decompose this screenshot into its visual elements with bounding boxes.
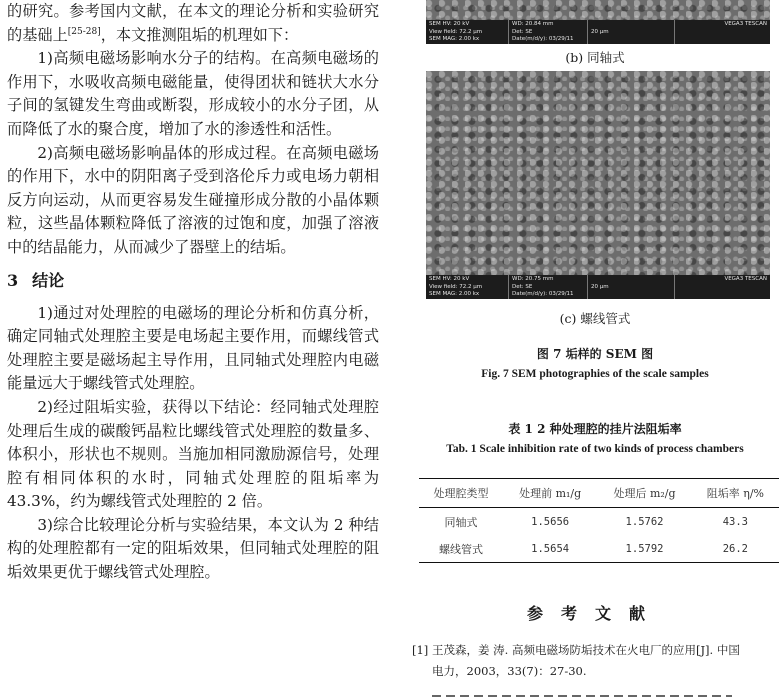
table-header: 处理后 m₂/g: [597, 479, 691, 508]
sem-wd: WD: 20.75 mm: [512, 276, 554, 282]
sem-view: View field: 72.2 μm: [429, 283, 483, 290]
section-title: 结论: [32, 270, 65, 290]
intro-text: 的研究。参考国内文献，在本文的理论分析和实验研究的基础上: [7, 2, 379, 44]
section-heading: [7, 269, 379, 293]
table-header: 处理前 m₁/g: [503, 479, 597, 508]
scale-inhibition-table: [419, 478, 779, 563]
figure-caption-cn: 图 7 垢样的 SEM 图: [536, 347, 654, 361]
conclusion-3: 3)综合比较理论分析与实验结果，本文认为 2 种结构的处理腔都有一定的阻垢效果，但同轴式处理腔的阻垢效果更优于螺线管式处理腔。: [7, 515, 379, 582]
sem-date: Date(m/d/y): 03/29/11: [512, 291, 574, 297]
sem-hv: SEM HV: 20 kV: [429, 276, 470, 282]
sem-det: Det: SE: [512, 283, 533, 290]
table-caption-cn: 表 1 2 种处理腔的挂片法阻垢率: [508, 422, 682, 436]
sem-brand: VEGA3 TESCAN: [724, 21, 767, 27]
sem-image-solenoid: [426, 71, 770, 299]
sem-wd: WD: 20.84 mm: [512, 21, 554, 27]
table-cell: 同轴式: [444, 515, 478, 529]
conclusion-1: 1)通过对处理腔的电磁场的理论分析和仿真分析，确定同轴式处理腔主要是电场起主要作用，而螺线管式处理腔主要是磁场起主导作用，且同轴式处理腔内电磁能量远大于螺线管式处理腔。: [7, 303, 379, 393]
sem-texture: [426, 71, 770, 299]
table-row: [419, 508, 779, 536]
table-header: 阻垢率 η/%: [692, 479, 779, 508]
cut-off-line: [432, 688, 732, 698]
table-cell: 1.5654: [503, 535, 597, 563]
table-cell: 26.2: [692, 535, 779, 563]
conclusion-2: 2)经过阻垢实验，获得以下结论：经同轴式处理腔处理后生成的碳酸钙晶粒比螺线管式处理腔的数量多、体积小，形状也不规则。当施加相同激励源信号，处理腔有相同体积的水时，同轴式处理腔的阻垢率为 43.3%，约为螺线管式处理腔的 2 倍。: [7, 397, 379, 511]
figure-caption-en: Fig. 7 SEM photographies of the scale samples: [481, 368, 709, 380]
table-row: [419, 535, 779, 563]
sem-brand: VEGA3 TESCAN: [724, 276, 767, 282]
table-header: 处理腔类型: [419, 479, 503, 508]
sem-image-coaxial: [426, 0, 770, 44]
left-column: [7, 0, 379, 585]
table-cell: 1.5762: [625, 515, 664, 528]
sem-det: Det: SE: [512, 28, 533, 35]
table-cell: 1.5656: [531, 515, 570, 528]
sem-mag: SEM MAG: 2.00 kx: [429, 36, 480, 42]
table-cell: 43.3: [722, 515, 748, 528]
section-number: 3: [7, 270, 19, 290]
subcaption-b: (b) 同轴式: [565, 50, 625, 65]
intro-paragraph: [7, 0, 379, 47]
mechanism-2: 2)高频电磁场影响晶体的形成过程。在高频电磁场的作用下，水中的阴阳离子受到洛伦斥力或电场力朝相反方向运动，从而更容易发生碰撞形成分散的小晶体颗粒，这些晶体颗粒降低了溶液的过饱和度，加强了溶液中的结晶能力，从而减少了器壁上的结垢。: [7, 143, 379, 256]
reference-label: [1]: [412, 643, 429, 657]
sem-mag: SEM MAG: 2.00 kx: [429, 291, 480, 297]
table-cell: 1.5792: [597, 535, 691, 563]
sem-scale: 20 μm: [591, 28, 609, 35]
sem-info-bar: [426, 275, 770, 299]
table-cell: 螺线管式: [419, 535, 503, 563]
sem-view: View field: 72.2 μm: [429, 28, 483, 35]
table-caption-en: Tab. 1 Scale inhibition rate of two kinds of process chambers: [446, 443, 744, 455]
subcaption-c: (c) 螺线管式: [559, 311, 631, 326]
reference-text: 王茂森，姜 涛. 高频电磁场防垢技术在火电厂的应用[J]. 中国: [432, 643, 740, 657]
intro-text-end: ，本文推测阻垢的机理如下：: [100, 25, 299, 44]
table-header-row: [419, 479, 779, 508]
reference-item: [412, 640, 780, 682]
reference-text-cont: 电力，2003，33(7)：27-30.: [432, 664, 587, 678]
sem-hv: SEM HV: 20 kV: [429, 21, 470, 27]
sem-scale: 20 μm: [591, 283, 609, 290]
sem-info-bar: [426, 20, 770, 44]
citation: [25-28]: [67, 26, 101, 37]
references-title: 参考文献: [526, 604, 663, 623]
mechanism-1: 1)高频电磁场影响水分子的结构。在高频电磁场的作用下，水吸收高频电磁能量，使得团状和链状大水分子间的氢键发生弯曲或断裂，形成较小的水分子团，从而降低了水的聚合度，增加了水的渗透性和活性。: [7, 49, 379, 138]
sem-date: Date(m/d/y): 03/29/11: [512, 36, 574, 42]
